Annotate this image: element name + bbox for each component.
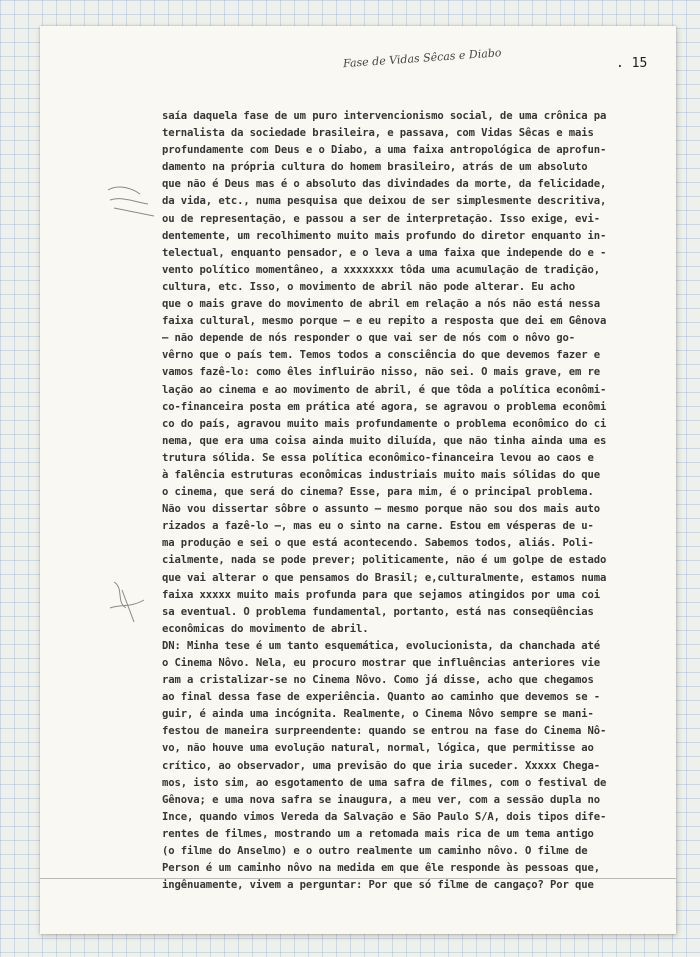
handwritten-note: Fase de Vidas Sêcas e Diabo — [342, 46, 502, 71]
text-line: faixa xxxxx muito mais profunda para que sejamos atingidos por uma coi — [162, 588, 601, 601]
text-line: que não é Deus mas é o absoluto das divindades da morte, da felicidade, — [162, 178, 607, 191]
text-line: rentes de filmes, mostrando um a retomada mais rica de um tema antigo — [162, 827, 594, 840]
text-line: guir, é ainda uma incógnita. Realmente, o Cinema Nôvo sempre se mani- — [162, 708, 594, 721]
text-line: ingênuamente, vivem a perguntar: Por que só filme de cangaço? Por que — [162, 879, 594, 892]
pencil-mark-icon — [104, 180, 164, 220]
text-line: da vida, etc., numa pesquisa que deixou de ser simplesmente descritiva, — [162, 195, 607, 208]
text-line: sa eventual. O problema fundamental, portanto, está nas conseqüências — [162, 605, 594, 618]
text-line: ou de representação, e passou a ser de interpretação. Isso exige, evi- — [162, 212, 601, 225]
text-line: Person é um caminho nôvo na medida em que êle responde às pessoas que, — [162, 862, 601, 875]
text-line: cultura, etc. Isso, o movimento de abril não pode alterar. Eu acho — [162, 280, 576, 293]
typed-body-text — [162, 108, 682, 894]
text-line: vo, não houve uma evolução natural, normal, lógica, que permitisse ao — [162, 742, 594, 755]
text-line: (o filme do Anselmo) e o outro realmente um caminho nôvo. O filme de — [162, 845, 588, 858]
text-line: que vai alterar o que pensamos do Brasil; e,culturalmente, estamos numa — [162, 571, 607, 584]
text-line: damento na própria cultura do homem brasileiro, atrás de um absoluto — [162, 161, 588, 174]
text-line: — não depende de nós responder o que vai ser de nós com o nôvo go- — [162, 332, 576, 345]
text-line: o cinema, que será do cinema? Esse, para mim, é o principal problema. — [162, 486, 594, 499]
text-line: à falência estruturas econômicas industriais muito mais sólidas do que — [162, 468, 601, 481]
text-line: Ince, quando vimos Vereda da Salvação e São Paulo S/A, dois tipos dife- — [162, 810, 607, 823]
text-line: ram a cristalizar-se no Cinema Nôvo. Como já disse, acho que chegamos — [162, 674, 594, 687]
text-line: ternalista da sociedade brasileira, e passava, com Vidas Sêcas e mais — [162, 127, 594, 140]
text-line: nema, que era uma coisa ainda muito diluída, que não tinha ainda uma es — [162, 434, 607, 447]
text-line: cialmente, nada se pode prever; politicamente, não é um golpe de estado — [162, 554, 607, 567]
page-number: . 15 — [616, 56, 648, 71]
text-line: vamos fazê-lo: como êles influirão nisso, não sei. O mais grave, em re — [162, 366, 601, 379]
pencil-mark-icon — [104, 578, 164, 628]
text-line: que o mais grave do movimento de abril em relação a nós não está nessa — [162, 298, 601, 311]
text-line: saía daquela fase de um puro intervencionismo social, de uma crônica pa — [162, 110, 607, 122]
text-line: vento político momentâneo, a xxxxxxxx tôda uma acumulação de tradição, — [162, 263, 601, 276]
text-line: co-financeira posta em prática até agora, se agravou o problema econômi — [162, 400, 607, 413]
text-line: festou de maneira surpreendente: quando se entrou na fase do Cinema Nô- — [162, 725, 607, 738]
text-line: o Cinema Nôvo. Nela, eu procuro mostrar que influências anteriores vie — [162, 657, 601, 669]
text-line: Gênova; e uma nova safra se inaugura, a meu ver, com a sessão dupla no — [162, 793, 601, 806]
text-line: faixa cultural, mesmo porque — e eu repito a resposta que dei em Gênova — [162, 315, 607, 328]
text-line: ma produção e sei o que está acontecendo. Sabemos todos, aliás. Poli- — [162, 537, 594, 550]
text-line: rizados a fazê-lo —, mas eu o sinto na carne. Estou em vésperas de u- — [162, 520, 594, 533]
text-line: DN: Minha tese é um tanto esquemática, evolucionista, da chanchada até — [162, 639, 601, 652]
text-line: trutura sólida. Se essa política econômico-financeira levou ao caos e — [162, 451, 594, 464]
text-line: crítico, ao observador, uma previsão do que iria suceder. Xxxxx Chega- — [162, 759, 601, 772]
text-line: econômicas do movimento de abril. — [162, 622, 369, 635]
text-line: vêrno que o país tem. Temos todos a consciência do que devemos fazer e — [162, 349, 601, 362]
text-line: Não vou dissertar sôbre o assunto — mesmo porque não sou dos mais auto — [162, 503, 601, 516]
text-line: mos, isto sim, ao esgotamento de uma safra de filmes, com o festival de — [162, 776, 607, 789]
text-line: co do país, agravou muito mais profundamente o problema econômico do ci — [162, 417, 607, 430]
text-line: ao final dessa fase de experiência. Quanto ao caminho que devemos se - — [162, 691, 601, 704]
text-line: profundamente com Deus e o Diabo, a uma faixa antropológica de aprofun- — [162, 144, 607, 157]
text-line: lação ao cinema e ao movimento de abril, é que tôda a política econômi- — [162, 383, 607, 396]
text-line: dentemente, um recolhimento muito mais profundo do diretor enquanto in- — [162, 229, 607, 242]
text-line: telectual, enquanto pensador, e o leva a uma faixa que independe do e - — [162, 246, 607, 259]
